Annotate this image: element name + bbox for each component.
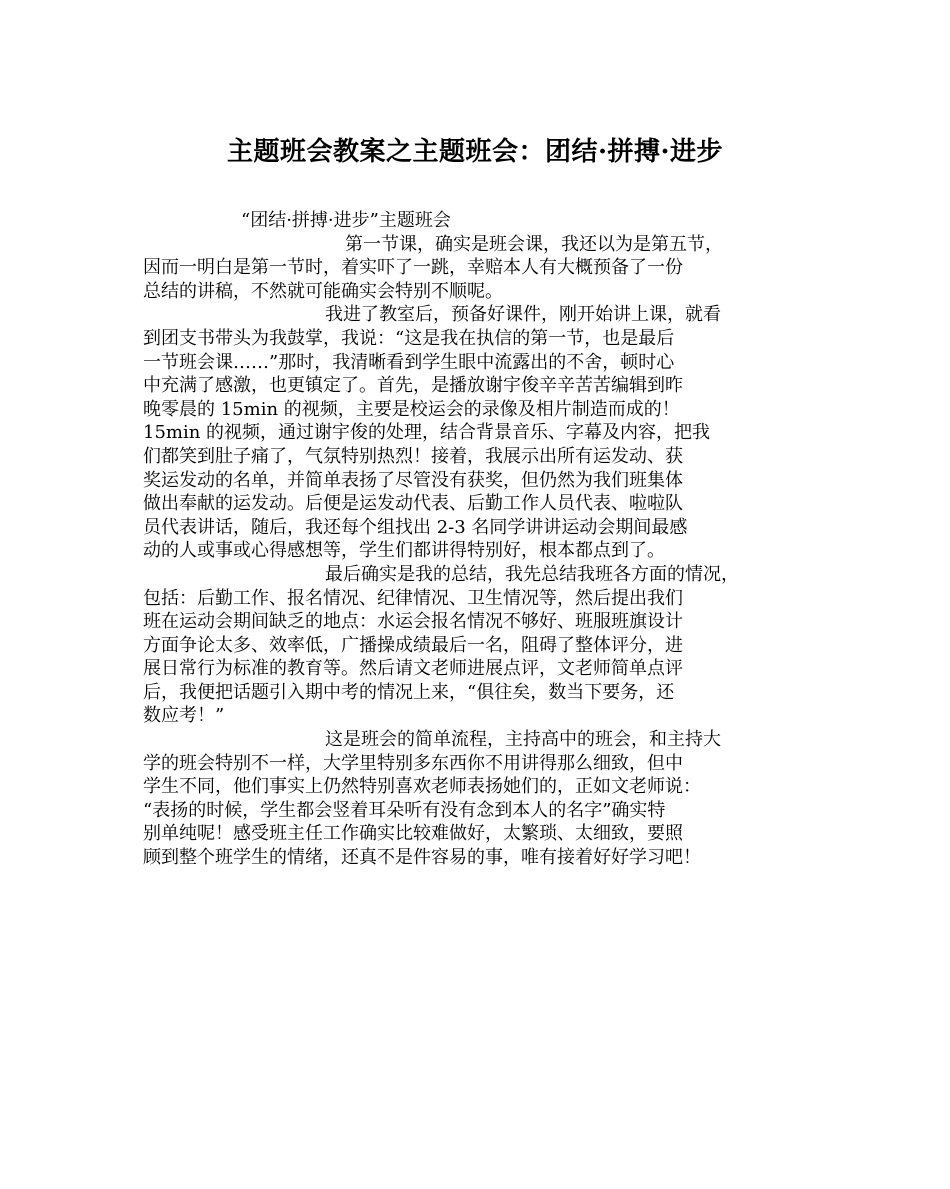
paragraph-line: 方面争论太多、效率低，广播操成绩最后一名，阻碍了整体评分，进 [143, 634, 683, 656]
paragraph-line: 顾到整个班学生的情绪，还真不是件容易的事，唯有接着好好学习吧！ [143, 847, 701, 869]
paragraph-line: 做出奉献的运发动。后便是运发动代表、后勤工作人员代表、啦啦队 [143, 493, 683, 515]
paragraph-line: 动的人或事或心得感想等，学生们都讲得特别好，根本都点到了。 [143, 540, 665, 562]
paragraph-line: 这是班会的简单流程，主持高中的班会，和主持大 [325, 729, 721, 751]
paragraph-line: 晚零晨的 15min 的视频，主要是校运会的录像及相片制造而成的！ [143, 398, 680, 420]
paragraph-line: 后，我便把话题引入期中考的情况上来，“俱往矣，数当下要务，还 [143, 681, 675, 703]
paragraph-3 [143, 563, 815, 728]
paragraph-line: 到团支书带头为我鼓掌，我说：“这是我在执信的第一节，也是最后 [143, 327, 675, 349]
paragraph-line: 学生不同，他们事实上仍然特别喜欢老师表扬她们的，正如文老师说： [143, 776, 701, 798]
paragraph-line: 15min 的视频，通过谢宇俊的处理，结合背景音乐、字幕及内容，把我 [143, 422, 711, 444]
document-title: 主题班会教案之主题班会：团结·拼搏·进步 [226, 137, 724, 167]
paragraph-line: 一节班会课……”那时，我清晰看到学生眼中流露出的不舍，顿时心 [143, 351, 675, 373]
paragraph-2 [143, 303, 815, 563]
paragraph-line: 别单纯呢！感受班主任工作确实比较难做好，太繁琐、太细致，要照 [143, 823, 683, 845]
paragraph-line: 总结的讲稿，不然就可能确实会特别不顺呢。 [143, 280, 503, 302]
document-subtitle: “团结·拼搏·进步”主题班会 [241, 210, 451, 231]
paragraph-line: 中充满了感激，也更镇定了。首先，是播放谢宇俊辛辛苦苦编辑到昨 [143, 375, 683, 397]
paragraph-1 [143, 233, 815, 304]
paragraph-line: 第一节课，确实是班会课，我还以为是第五节， [345, 233, 723, 255]
paragraph-line: 包括：后勤工作、报名情况、纪律情况、卫生情况等，然后提出我们 [143, 587, 683, 609]
paragraph-line: 因而一明白是第一节时，着实吓了一跳，幸赔本人有大概预备了一份 [143, 257, 683, 279]
paragraph-line: 展日常行为标准的教育等。然后请文老师进展点评，文老师简单点评 [143, 658, 683, 680]
paragraph-line: 员代表讲话，随后，我还每个组找出 2-3 名同学讲讲运动会期间最感 [143, 516, 688, 538]
paragraph-4 [143, 728, 815, 870]
paragraph-line: 们都笑到肚子痛了，气氛特别热烈！接着，我展示出所有运发动、获 [143, 445, 683, 467]
paragraph-line: 学的班会特别不一样，大学里特别多东西你不用讲得那么细致，但中 [143, 752, 683, 774]
document-body [143, 209, 815, 870]
paragraph-line: 数应考！” [143, 705, 225, 727]
paragraph-line: “表扬的时候，学生都会竖着耳朵听有没有念到本人的名字”确实特 [143, 799, 666, 821]
paragraph-line: 班在运动会期间缺乏的地点：水运会报名情况不够好、班服班旗设计 [143, 611, 683, 633]
paragraph-line: 最后确实是我的总结，我先总结我班各方面的情况， [325, 563, 739, 585]
paragraph-line: 我进了教室后，预备好课件，刚开始讲上课，就看 [325, 304, 721, 326]
paragraph-line: 奖运发动的名单，并简单表扬了尽管没有获奖，但仍然为我们班集体 [143, 469, 683, 491]
